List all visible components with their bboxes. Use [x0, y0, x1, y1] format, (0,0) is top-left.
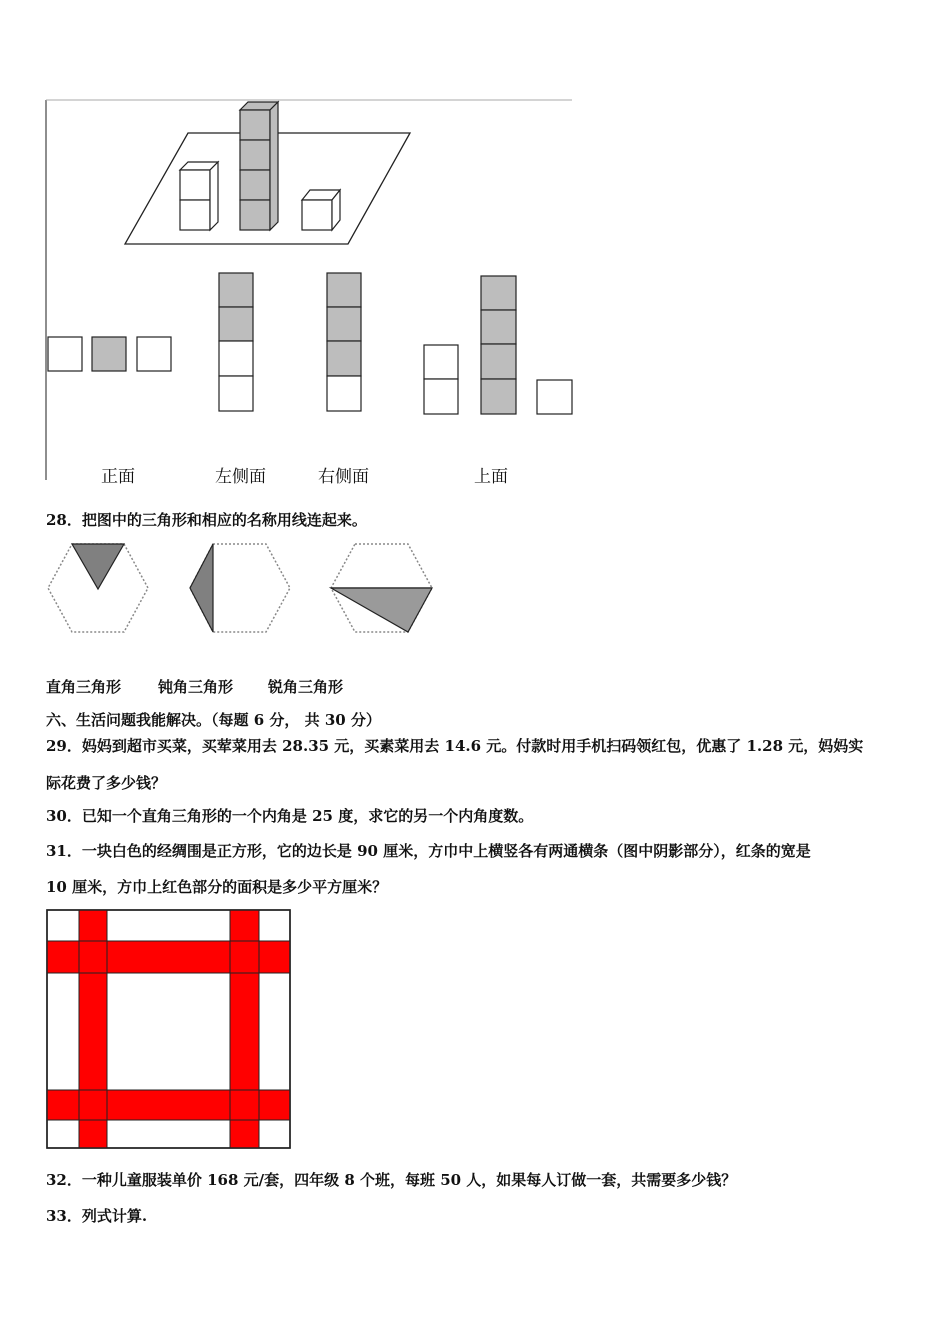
vertical-stripe-right	[230, 910, 259, 1148]
cube-views-figure	[0, 0, 950, 500]
scarf-figure	[0, 900, 950, 1160]
question-30: 30．已知一个直角三角形的一个内角是 25 度，求它的另一个内角度数。	[46, 807, 534, 825]
question-33: 33．列式计算.	[46, 1207, 148, 1225]
section-6-heading: 六、生活问题我能解决。（每题 6 分， 共 30 分）	[46, 711, 381, 729]
label-left-side: 左侧面	[215, 467, 266, 487]
cube-stack-right	[302, 190, 340, 230]
name-acute-triangle: 锐角三角形	[268, 678, 344, 696]
label-right-side: 右侧面	[318, 467, 369, 487]
left-side-view	[219, 273, 253, 411]
question-29-line2: 际花费了多少钱？	[46, 774, 167, 792]
hexagon-2	[190, 544, 290, 632]
label-top: 上面	[474, 467, 508, 487]
question-31-line1: 31．一块白色的经绸围是正方形，它的边长是 90 厘米，方巾中上横竖各有两通横条（图中阴影部分），红条的宽是	[46, 842, 811, 860]
hexagon-1	[48, 544, 148, 632]
right-side-view	[327, 273, 361, 411]
hexagon-triangles-figure	[0, 535, 950, 685]
cube-stack-left	[180, 162, 218, 230]
name-obtuse-triangle: 钝角三角形	[158, 678, 234, 696]
cube-stack-middle	[240, 102, 278, 230]
question-28: 28．把图中的三角形和相应的名称用线连起来。	[46, 511, 367, 529]
question-29-line1: 29．妈妈到超市买菜，买荤菜用去 28.35 元，买素菜用去 14.6 元。付款时用手机扫码领红包，优惠了 1.28 元，妈妈实	[46, 737, 864, 755]
front-view	[48, 337, 171, 371]
vertical-stripe-left	[79, 910, 107, 1148]
name-right-triangle: 直角三角形	[46, 678, 122, 696]
question-32: 32．一种儿童服装单价 168 元/套，四年级 8 个班，每班 50 人，如果每人订做一套，共需要多少钱？	[46, 1171, 737, 1189]
hexagon-3	[331, 544, 432, 632]
top-view	[424, 276, 572, 414]
question-31-line2: 10 厘米，方巾上红色部分的面积是多少平方厘米？	[46, 878, 388, 896]
label-front: 正面	[101, 467, 135, 487]
